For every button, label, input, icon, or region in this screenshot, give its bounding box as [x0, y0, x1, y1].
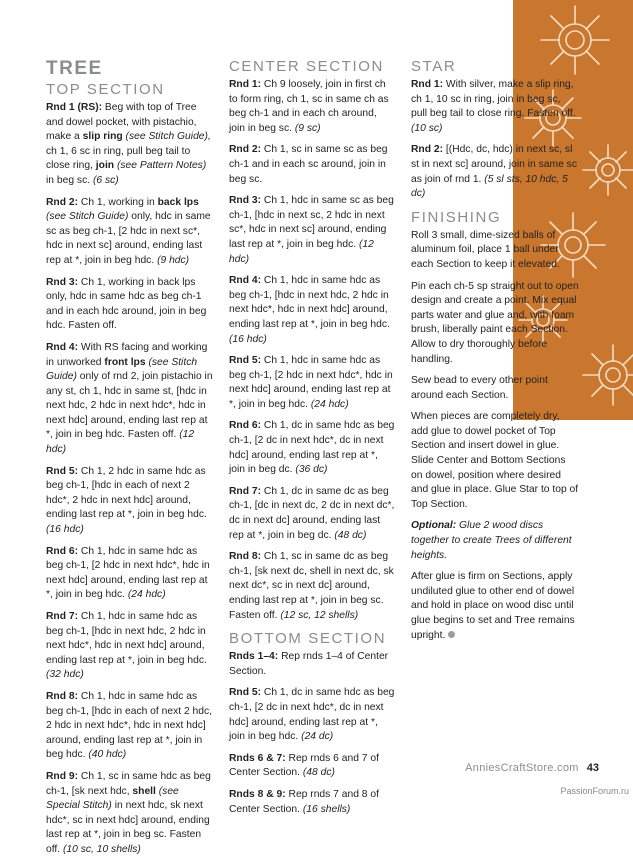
column-right — [411, 58, 579, 650]
finishing-paragraph-2: Pin each ch-5 sp straight out to open design and create a point. Mix equal parts water and glue and, with foam brush, liberally paint each Section. Allow to dry thoroughly before handling. — [411, 280, 579, 365]
round-5: Rnd 5: Ch 1, 2 hdc in same hdc as beg ch-1, [hdc in each of next 2 hdc*, 2 hdc in next hdc] around, ending last rep at *, join in beg hdc. (16 hdc) — [46, 465, 207, 536]
round-2: Rnd 2: Ch 1, working in back lps (see Stitch Guide) only, hdc in same sc as beg ch-1, [2 hdc in next sc*, hdc in next sc] around, ending last rep at *, join in beg hdc. (9 hdc) — [46, 196, 211, 266]
center-round-8: Rnd 8: Ch 1, sc in same dc as beg ch-1, [sk next dc, shell in next dc, sk next dc*, sc in next dc] around, ending last rep at *, join in beg sc. Fasten off. (12 sc, 12 shells) — [229, 551, 394, 621]
round-6: Rnd 6: Ch 1, hdc in same hdc as beg ch-1, [2 hdc in next hdc*, hdc in next hdc] around, ending last rep at *, join in beg hdc. (24 hdc) — [46, 545, 210, 601]
page-footer — [465, 762, 599, 774]
center-round-7: Rnd 7: Ch 1, dc in same dc as beg ch-1, [dc in next dc, 2 dc in next dc*, dc in next dc] around, ending last rep at *, join in beg dc. (48 dc) — [229, 485, 395, 541]
center-round-5: Rnd 5: Ch 1, hdc in same hdc as beg ch-1, [2 hdc in next hdc*, hdc in next hdc] around, ending last rep at *, join in beg hdc. (24 hdc) — [229, 355, 393, 410]
star-round-1: Rnd 1: With silver, make a slip ring, ch 1, 10 sc in ring, join in beg sc, pull beg tail to close ring. Fasten off. (10 sc) — [411, 79, 576, 134]
center-round-1: Rnd 1: Ch 9 loosely, join in first ch to form ring, ch 1, sc in same ch as beg ch-1 and in each ch around, join in beg sc. (9 sc) — [229, 79, 389, 134]
round-8: Rnd 8: Ch 1, hdc in same hdc as beg ch-1, [hdc in each of next 2 hdc, 2 hdc in next hdc*, hdc in next hdc] around, ending last rep at *, join in beg hdc. (40 hdc) — [46, 690, 213, 761]
section-heading-center: CENTER SECTION — [229, 58, 384, 75]
round-1: Rnd 1 (RS): Beg with top of Tree and dowel pocket, with pistachio, make a slip ring (see Stitch Guide), ch 1, 6 sc in ring, pull beg tail to close ring, join (see Pattern Notes) in beg sc. (6 sc) — [46, 102, 211, 186]
section-heading-finishing: FINISHING — [411, 208, 502, 226]
center-round-4: Rnd 4: Ch 1, hdc in same hdc as beg ch-1, [hdc in next hdc, 2 hdc in next hdc*, hdc in next hdc] around, ending last rep at *, join in beg hdc. (16 hdc) — [229, 275, 390, 345]
section-heading-star: STAR — [411, 58, 457, 75]
bottom-round-8-9: Rnds 8 & 9: Rep rnds 7 and 8 of Center Section. (16 shells) — [229, 788, 379, 815]
footer-url[interactable]: AnniesCraftStore.com — [465, 762, 579, 774]
page-title: TREE — [46, 58, 103, 79]
bottom-round-5: Rnd 5: Ch 1, dc in same hdc as beg ch-1, [2 dc in next hdc*, dc in next hdc] around, ending last rep at *, join in beg hdc. (24 dc) — [229, 687, 395, 743]
bottom-round-1-4: Rnds 1–4: Rep rnds 1–4 of Center Section. — [229, 651, 389, 677]
optional-note: Optional: Glue 2 wood discs together to create Trees of different heights. — [411, 520, 572, 561]
end-mark-icon — [448, 631, 455, 638]
page-number: 43 — [586, 762, 599, 774]
center-round-3: Rnd 3: Ch 1, hdc in same sc as beg ch-1, [hdc in next sc, 2 hdc in next sc*, hdc in next sc] around, ending last rep at *, join in beg hdc. (12 hdc) — [229, 195, 394, 265]
finishing-paragraph-4: When pieces are completely dry, add glue to dowel pocket of Top Section and insert dowel in glue. Slide Center and Bottom Sections on dowel, position where desired and glue in place. Glue Star to top of Top Section. — [411, 411, 579, 510]
finishing-paragraph-3: Sew bead to every other point around each Section. — [411, 375, 548, 401]
round-9: Rnd 9: Ch 1, sc in same hdc as beg ch-1, [sk next hdc, shell (see Special Stitch) in next hdc, sk next hdc*, sc in next hdc] around, ending last rep at *, join in beg sc. Fasten off. (10 sc, 10 shells) — [46, 770, 211, 855]
center-round-6: Rnd 6: Ch 1, dc in same hdc as beg ch-1, [2 dc in next hdc*, dc in next hdc] around, ending last rep at *, join in beg dc. (36 dc) — [229, 420, 395, 476]
column-middle — [229, 58, 395, 824]
finishing-paragraph-6: After glue is firm on Sections, apply undiluted glue to other end of dowel and hold in place on wood disc until glue begins to set and Tree remains upright. — [411, 571, 575, 641]
section-heading-bottom: BOTTOM SECTION — [229, 630, 387, 648]
round-3: Rnd 3: Ch 1, working in back lps only, hdc in same hdc as beg ch-1 and in each hdc around, join in beg hdc. Fasten off. — [46, 276, 207, 332]
round-7: Rnd 7: Ch 1, hdc in same hdc as beg ch-1, [hdc in next hdc, 2 hdc in next hdc*, hdc in next hdc] around, ending last rep at *, join in beg hdc. (32 hdc) — [46, 611, 207, 681]
watermark: PassionForum.ru — [560, 786, 629, 796]
bottom-round-6-7: Rnds 6 & 7: Rep rnds 6 and 7 of Center Section. (48 dc) — [229, 752, 379, 779]
finishing-paragraph-1: Roll 3 small, dime-sized balls of aluminum foil, place 1 ball under each Section to keep it elevated. — [411, 229, 560, 270]
star-round-2: Rnd 2: [(Hdc, dc, hdc) in next sc, sl st in next sc] around, join in same sc as join of rnd 1. (5 sl sts, 10 hdc, 5 dc) — [411, 144, 577, 200]
column-left — [46, 58, 214, 865]
round-4: Rnd 4: With RS facing and working in unworked front lps (see Stitch Guide) only of rnd 2, join pistachio in any st, ch 1, hdc in same st, [hdc in next hdc, 2 hdc in next hdc*, hdc in next hdc] around, ending last rep at *, join in beg hdc. Fasten off. (12 hdc) — [46, 341, 213, 456]
center-round-2: Rnd 2: Ch 1, sc in same sc as beg ch-1 and in each sc around, join in beg sc. — [229, 144, 388, 185]
section-heading-top: TOP SECTION — [46, 81, 165, 98]
